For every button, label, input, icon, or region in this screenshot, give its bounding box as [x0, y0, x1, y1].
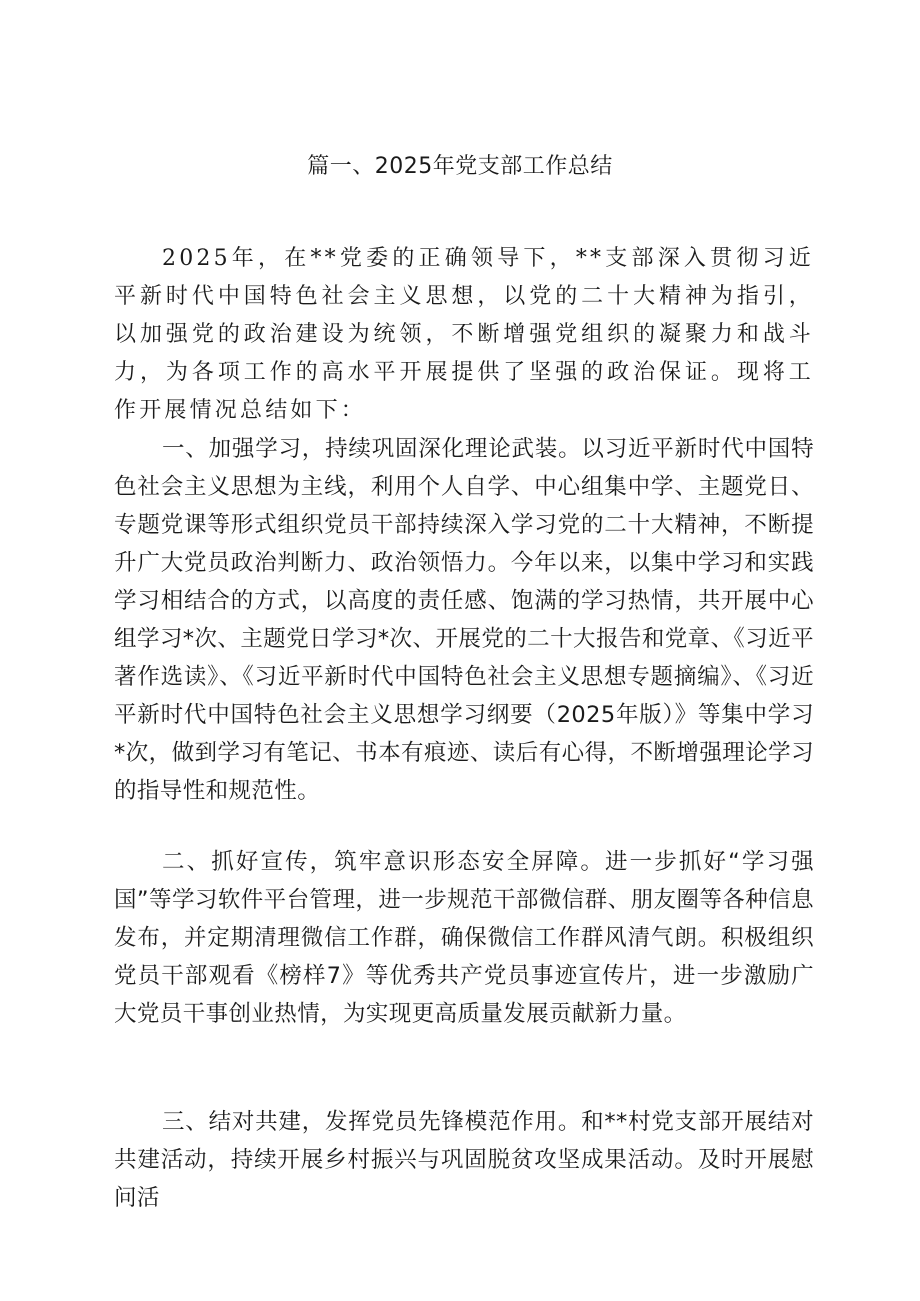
- document-title: 篇一、2025年党支部工作总结: [307, 154, 613, 179]
- section-paragraph-publicity: 二、抓好宣传，筑牢意识形态安全屏障。进一步抓好“学习强国”等学习软件平台管理，进一步规范干部微信群、朋友圈等各种信息发布，并定期清理微信工作群，确保微信工作群风清气朗。积极组织党员干部观看《榜样7》等优秀共产党员事迹宣传片，进一步激励广大党员干事创业热情，为实现更高质量发展贡献新力量。: [114, 849, 814, 1027]
- section-paragraph-co-building: 三、结对共建，发挥党员先锋模范作用。和**村党支部开展结对共建活动，持续开展乡村振兴与巩固脱贫攻坚成果活动。及时开展慰问活: [114, 1109, 814, 1211]
- intro-paragraph: 2025年，在**党委的正确领导下，**支部深入贯彻习近平新时代中国特色社会主义思想，以党的二十大精神为指引，以加强党的政治建设为统领，不断增强党组织的凝聚力和战斗力，为各项工作的高水平开展提供了坚强的政治保证。现将工作开展情况总结如下：: [114, 246, 814, 423]
- section-paragraph-study: 一、加强学习，持续巩固深化理论武装。以习近平新时代中国特色社会主义思想为主线，利用个人自学、中心组集中学、主题党日、专题党课等形式组织党员干部持续深入学习党的二十大精神，不断提升广大党员政治判断力、政治领悟力。今年以来，以集中学习和实践学习相结合的方式，以高度的责任感、饱满的学习热情，共开展中心组学习*次、主题党日学习*次、开展党的二十大报告和党章、《习近平著作选读》、《习近平新时代中国特色社会主义思想专题摘编》、《习近平新时代中国特色社会主义思想学习纲要（2025年版）》等集中学习*次，做到学习有笔记、书本有痕迹、读后有心得，不断增强理论学习的指导性和规范性。: [114, 436, 814, 804]
